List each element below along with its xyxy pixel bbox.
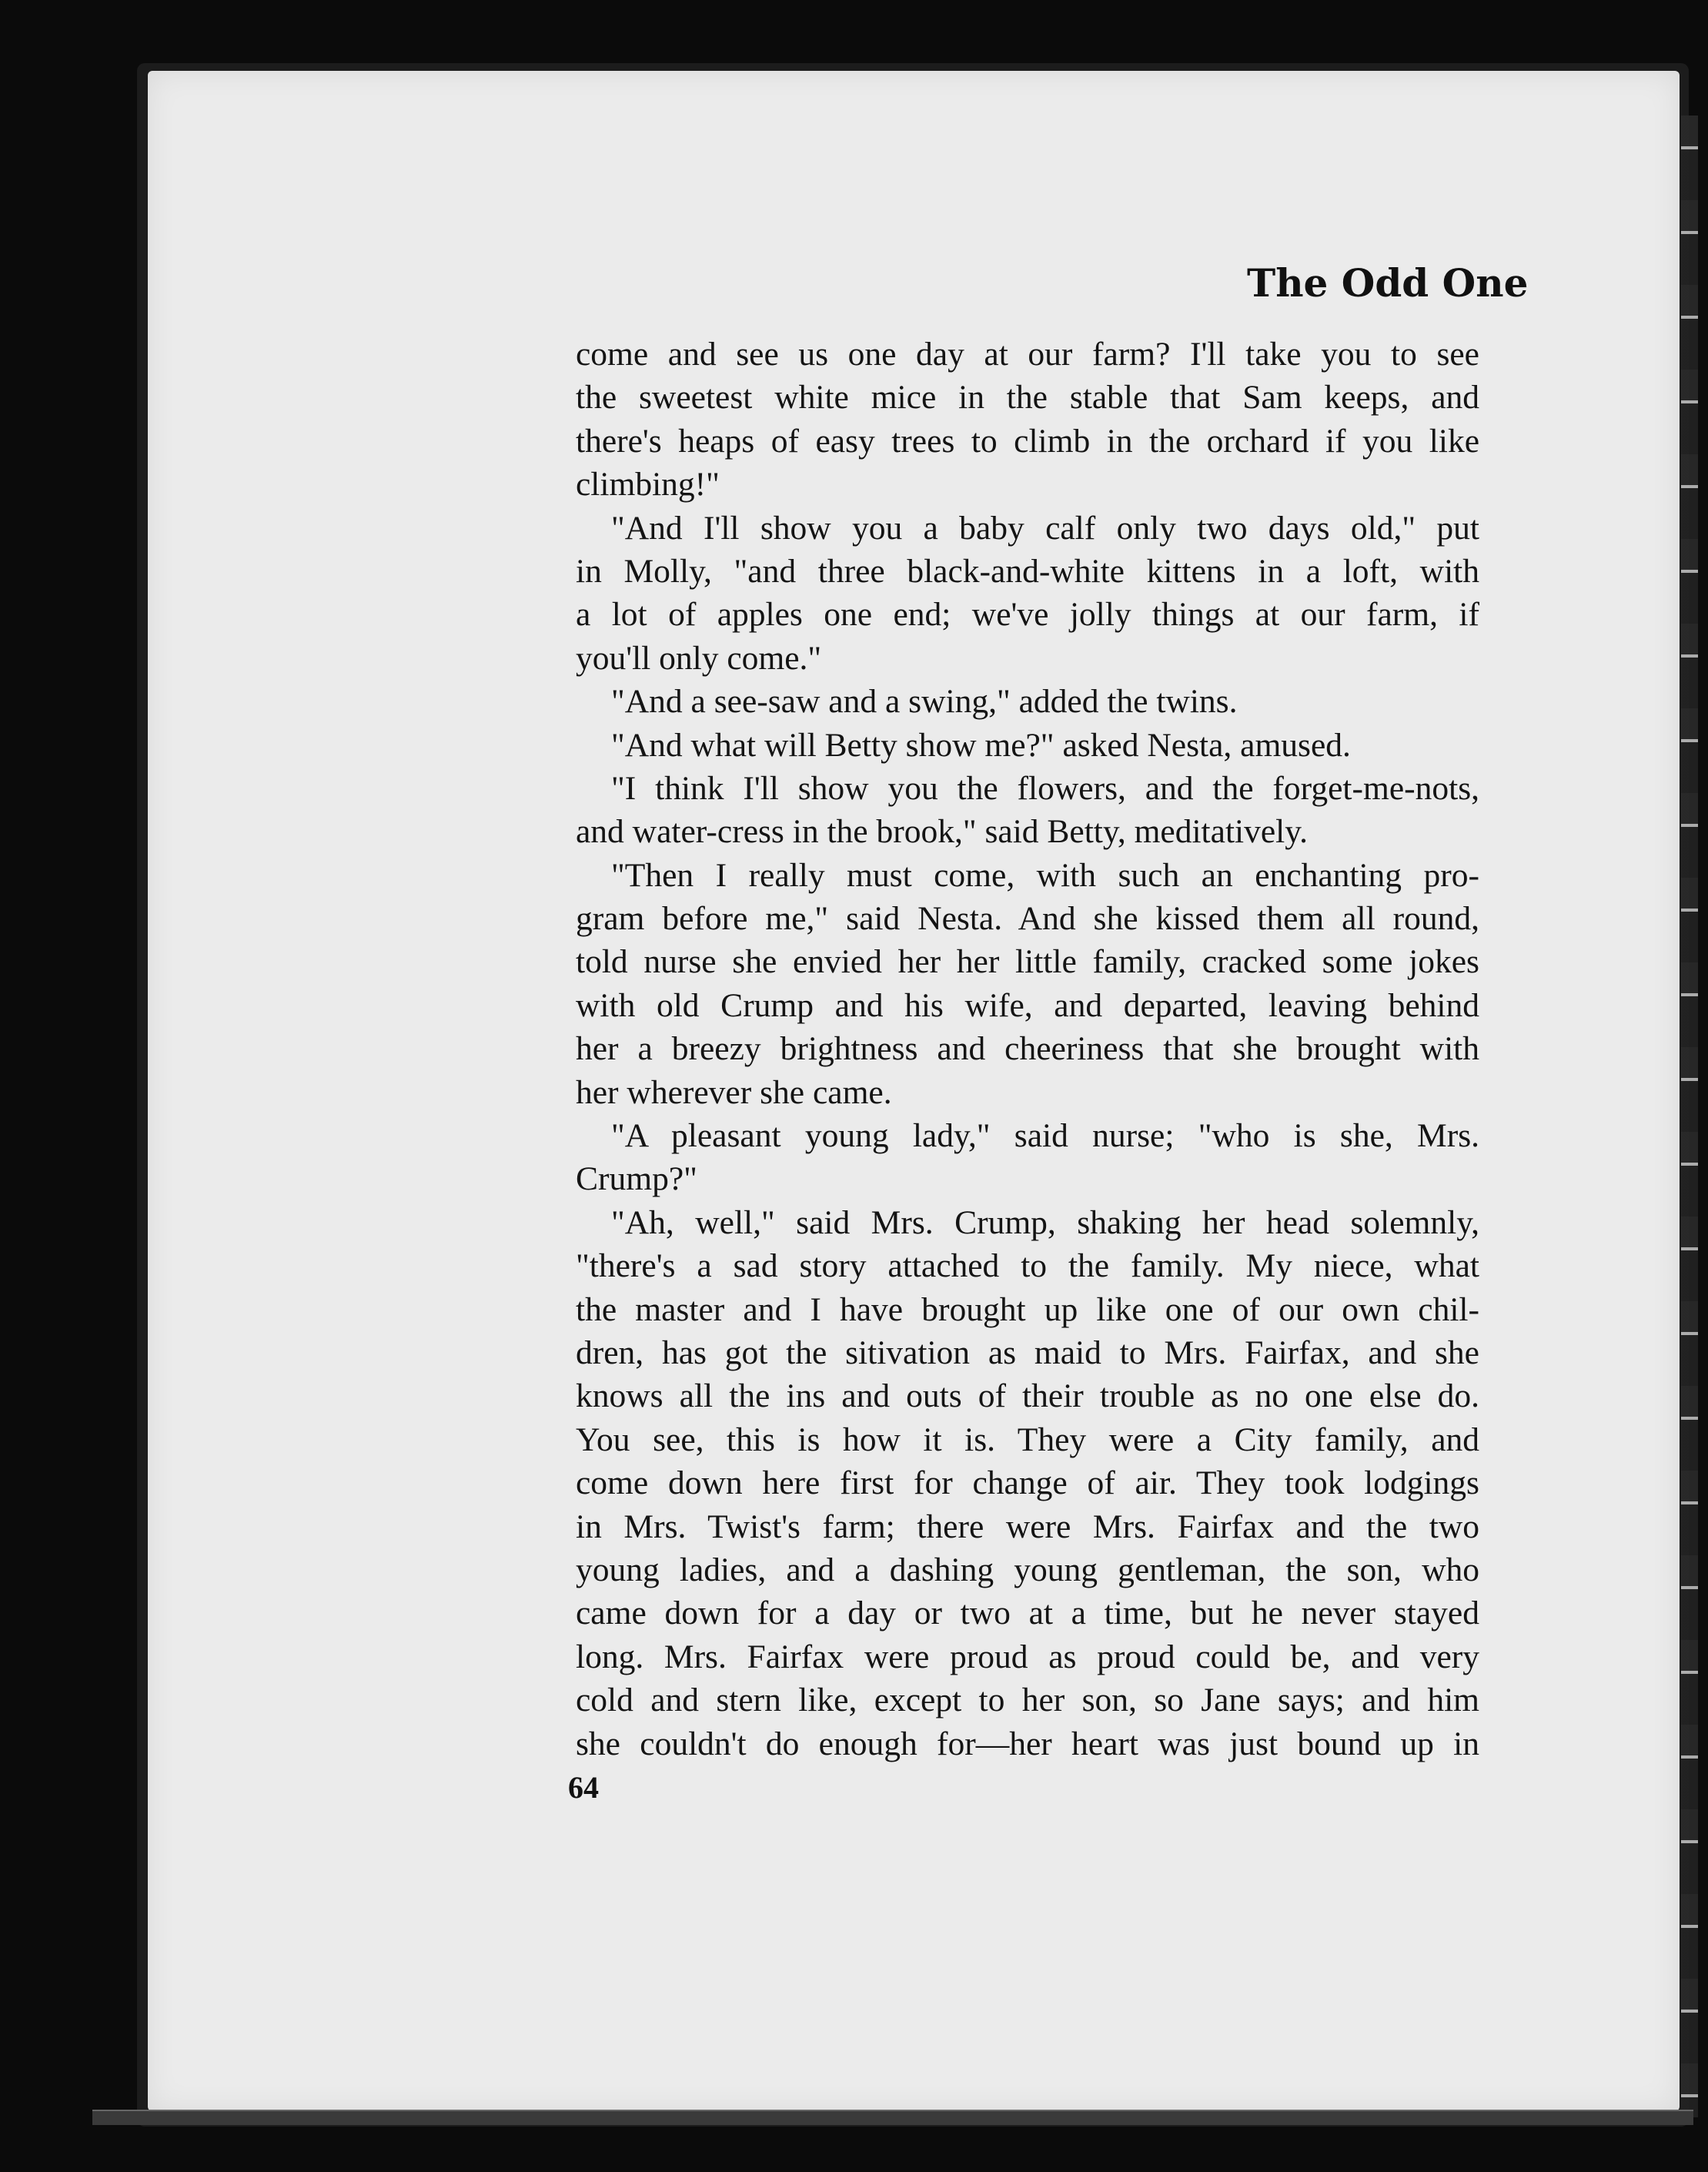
text-line: told nurse she envied her her little family, cracked some jokes [576,943,1479,981]
text-line: she couldn't do enough for—her heart was just bound up in [576,1725,1479,1762]
text-line: gram before me," said Nesta. And she kissed them all round, [576,900,1479,938]
text-line: young ladies, and a dashing young gentleman, the son, who [576,1551,1479,1588]
text-line: dren, has got the sitivation as maid to Mrs. Fairfax, and she [576,1334,1479,1371]
text-line: came down for a day or two at a time, but he never stayed [576,1595,1479,1632]
page-number: 64 [568,1770,599,1805]
text-line: the sweetest white mice in the stable that Sam keeps, and [576,379,1479,417]
text-line: Crump?" [576,1160,697,1198]
page-stack-edge [1681,115,1698,2117]
text-line: "And what will Betty show me?" asked Nesta, amused. [611,726,1351,764]
text-line: "And a see-saw and a swing," added the twins. [611,683,1238,721]
text-line: come and see us one day at our farm? I'll take you to see [576,336,1479,373]
running-head: The Odd One [1247,260,1529,306]
text-line: come down here first for change of air. They took lodgings [576,1464,1479,1502]
text-line: climbing!" [576,466,720,504]
text-line: in Mrs. Twist's farm; there were Mrs. Fairfax and the two [576,1508,1479,1545]
book-bottom-edge [92,2110,1693,2125]
text-line: with old Crump and his wife, and departed, leaving behind [576,986,1479,1024]
text-line: a lot of apples one end; we've jolly things at our farm, if [576,596,1479,634]
text-line: you'll only come." [576,639,822,677]
body-text [576,333,1479,1765]
text-line: "And I'll show you a baby calf only two days old," put [611,509,1479,547]
text-line: "I think I'll show you the flowers, and the forget-me-nots, [611,769,1479,807]
text-line: "Ah, well," said Mrs. Crump, shaking her head solemnly, [611,1203,1479,1241]
text-line: her wherever she came. [576,1073,892,1111]
text-line: "A pleasant young lady," said nurse; "who is she, Mrs. [611,1117,1479,1155]
text-line: "Then I really must come, with such an enchanting pro- [611,856,1479,894]
text-line: You see, this is how it is. They were a City family, and [576,1421,1479,1458]
text-line: there's heaps of easy trees to climb in the orchard if you like [576,422,1479,460]
text-line: the master and I have brought up like one of our own chil- [576,1290,1479,1328]
text-line: "there's a sad story attached to the family. My niece, what [576,1247,1479,1285]
text-line: in Molly, "and three black-and-white kittens in a loft, with [576,552,1479,590]
text-line: cold and stern like, except to her son, so Jane says; and him [576,1682,1479,1719]
text-line: knows all the ins and outs of their trouble as no one else do. [576,1377,1479,1415]
text-line: long. Mrs. Fairfax were proud as proud could be, and very [576,1638,1479,1675]
text-line: and water-cress in the brook," said Betty, meditatively. [576,813,1309,851]
text-line: her a breezy brightness and cheeriness that she brought with [576,1030,1479,1068]
